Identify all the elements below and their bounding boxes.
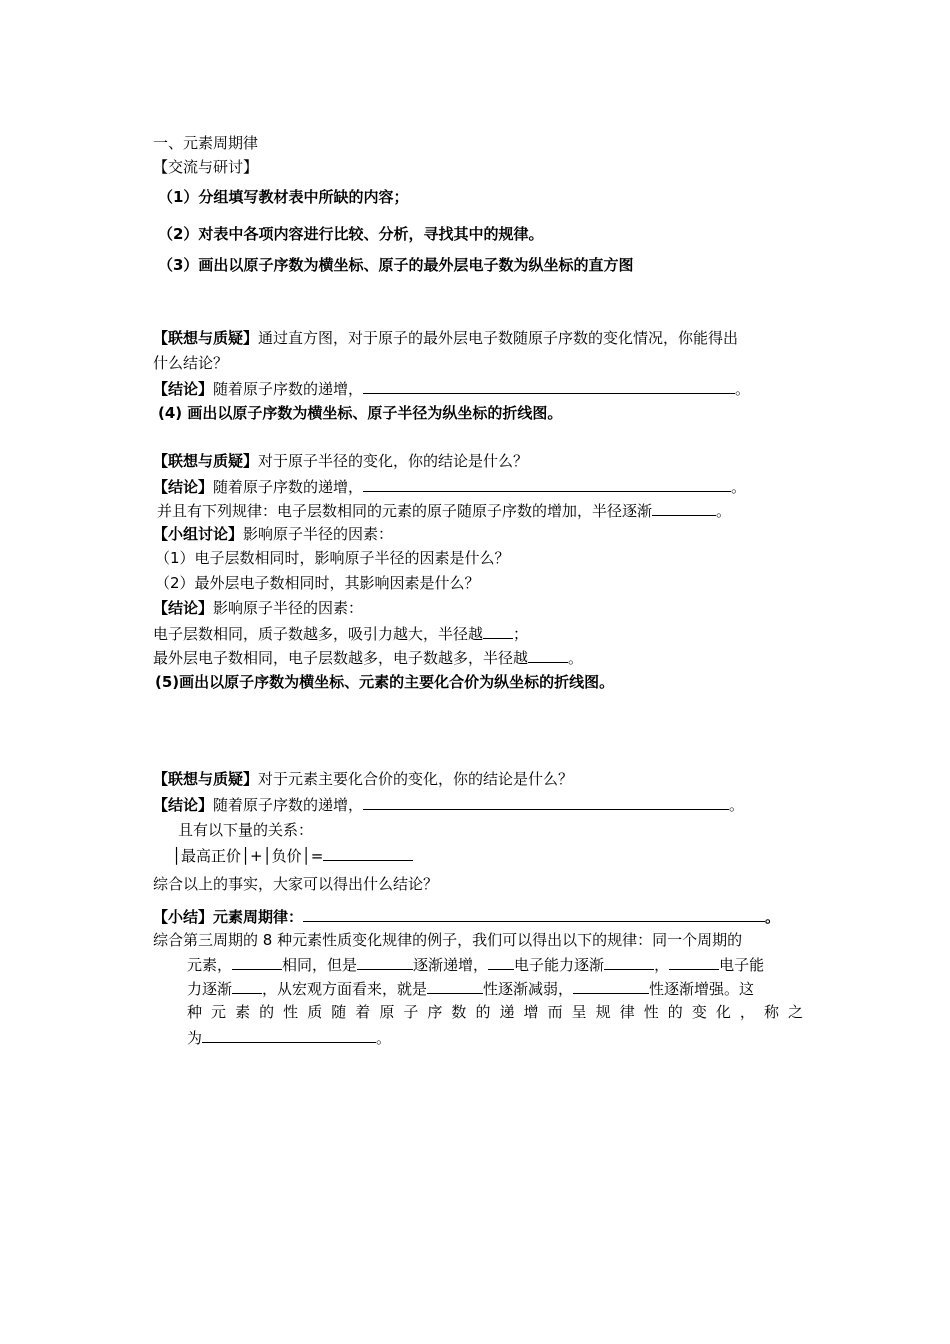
question-1-cont: 什么结论？ xyxy=(153,354,229,372)
question-1 xyxy=(153,328,738,348)
p3-b: ，从宏观方面看来，就是 xyxy=(262,980,428,998)
conclusion-1 xyxy=(153,378,750,399)
period: 。 xyxy=(568,649,584,667)
question-3 xyxy=(153,769,573,789)
task-3: （3）画出以原子序数为横坐标、原子的最外层电子数为纵坐标的直方图 xyxy=(158,256,634,274)
conclusion-4-blank[interactable] xyxy=(363,794,729,810)
blank-electron-a[interactable] xyxy=(488,954,514,970)
conclusion-2-blank[interactable] xyxy=(363,476,731,492)
conclusion-3-label: 【结论】 xyxy=(153,599,214,617)
p5-a: 为 xyxy=(187,1029,203,1047)
blank-gradual-b[interactable] xyxy=(232,978,262,994)
rule-text: 并且有下列规律：电子层数相同的元素的原子随原子序数的增加，半径逐渐 xyxy=(157,502,653,520)
factor-2 xyxy=(153,647,583,668)
blank-law-name[interactable] xyxy=(202,1027,376,1043)
relation-formula-line xyxy=(172,845,413,866)
question-2 xyxy=(153,451,528,471)
p2-e: ， xyxy=(654,956,670,974)
relation-text: 且有以下量的关系： xyxy=(178,821,314,839)
task-4: (4) 画出以原子序数为横坐标、原子半径为纵坐标的折线图。 xyxy=(158,404,563,422)
conclusion-2 xyxy=(153,476,746,497)
factor-1-text: 电子层数相同，质子数越多，吸引力越大，半径越 xyxy=(153,625,484,643)
p3-d: 性逐渐增强。这 xyxy=(649,980,755,998)
conclusion-2-label: 【结论】 xyxy=(153,478,214,496)
group-q2: （2）最外层电子数相同时，其影响因素是什么？ xyxy=(155,574,480,592)
factor-1-blank[interactable] xyxy=(483,623,513,639)
period: 。 xyxy=(716,502,732,520)
summary-blank[interactable] xyxy=(303,906,765,922)
question-3-label: 【联想与质疑】 xyxy=(153,770,259,788)
factor-1-end: ； xyxy=(513,625,529,643)
summary-label: 【小结】元素周期律： xyxy=(153,908,304,926)
para-line-4: 种元素的性质随着原子序数的递增而呈规律性的变化，称之 xyxy=(187,1003,803,1021)
period: 。 xyxy=(735,380,751,398)
conclusion-2-text: 随着原子序数的递增， xyxy=(213,478,364,496)
blank-weaken[interactable] xyxy=(427,978,483,994)
conclusion-3-text: 影响原子半径的因素： xyxy=(213,599,364,617)
task-5: (5)画出以原子序数为横坐标、元素的主要化合价为纵坐标的折线图。 xyxy=(155,673,615,691)
rule-blank[interactable] xyxy=(652,500,716,516)
blank-strengthen[interactable] xyxy=(573,978,649,994)
factor-1 xyxy=(153,623,528,644)
p5-b: 。 xyxy=(376,1029,392,1047)
group-label: 【小组讨论】 xyxy=(153,525,244,543)
factor-2-text: 最外层电子数相同，电子层数越多，电子数越多，半径越 xyxy=(153,649,529,667)
conclusion-4 xyxy=(153,794,744,815)
p3-c: 性逐渐减弱， xyxy=(483,980,574,998)
summary xyxy=(153,906,780,927)
task-2: （2）对表中各项内容进行比较、分析，寻找其中的规律。 xyxy=(158,225,544,243)
period: 。 xyxy=(765,908,781,926)
p3-a: 力逐渐 xyxy=(187,980,233,998)
para-line-1: 综合第三周期的 8 种元素性质变化规律的例子，我们可以得出以下的规律：同一个周期的 xyxy=(153,931,743,949)
blank-gradual-a[interactable] xyxy=(604,954,654,970)
factor-2-blank[interactable] xyxy=(528,647,568,663)
blank-increase[interactable] xyxy=(357,954,413,970)
conclusion-4-text: 随着原子序数的递增， xyxy=(213,796,364,814)
para-line-3 xyxy=(187,978,754,999)
conclusion-1-blank[interactable] xyxy=(363,378,735,394)
question-1-text: 通过直方图，对于原子的最外层电子数随原子序数的变化情况，你能得出 xyxy=(258,329,739,347)
p2-b: 相同，但是 xyxy=(282,956,358,974)
p2-f: 电子能 xyxy=(719,956,765,974)
conclusion-1-label: 【结论】 xyxy=(153,380,214,398)
group-q1: （1）电子层数相同时，影响原子半径的因素是什么？ xyxy=(155,549,510,567)
blank-electron-b[interactable] xyxy=(669,954,719,970)
rule-line xyxy=(157,500,731,521)
period: 。 xyxy=(729,796,745,814)
combine-question: 综合以上的事实，大家可以得出什么结论？ xyxy=(153,875,439,893)
conclusion-4-label: 【结论】 xyxy=(153,796,214,814)
exchange-heading: 【交流与研讨】 xyxy=(153,158,259,176)
group-discussion xyxy=(153,524,393,544)
relation-blank[interactable] xyxy=(323,845,413,861)
relation-formula: │最高正价│+│负价│= xyxy=(172,847,324,865)
group-text: 影响原子半径的因素： xyxy=(243,525,394,543)
p2-a: 元素， xyxy=(187,956,233,974)
question-3-text: 对于元素主要化合价的变化，你的结论是什么？ xyxy=(258,770,574,788)
p2-c: 逐渐递增， xyxy=(413,956,489,974)
task-1: （1）分组填写教材表中所缺的内容； xyxy=(158,188,409,206)
p2-d: 电子能力逐渐 xyxy=(514,956,605,974)
para-line-5 xyxy=(187,1027,391,1048)
conclusion-1-text: 随着原子序数的递增， xyxy=(213,380,364,398)
blank-same[interactable] xyxy=(232,954,282,970)
period: 。 xyxy=(731,478,747,496)
question-2-label: 【联想与质疑】 xyxy=(153,452,259,470)
question-1-label: 【联想与质疑】 xyxy=(153,329,259,347)
para-line-2 xyxy=(187,954,764,975)
question-2-text: 对于原子半径的变化，你的结论是什么？ xyxy=(258,452,529,470)
section-title: 一、元素周期律 xyxy=(153,134,259,152)
conclusion-3 xyxy=(153,598,363,618)
